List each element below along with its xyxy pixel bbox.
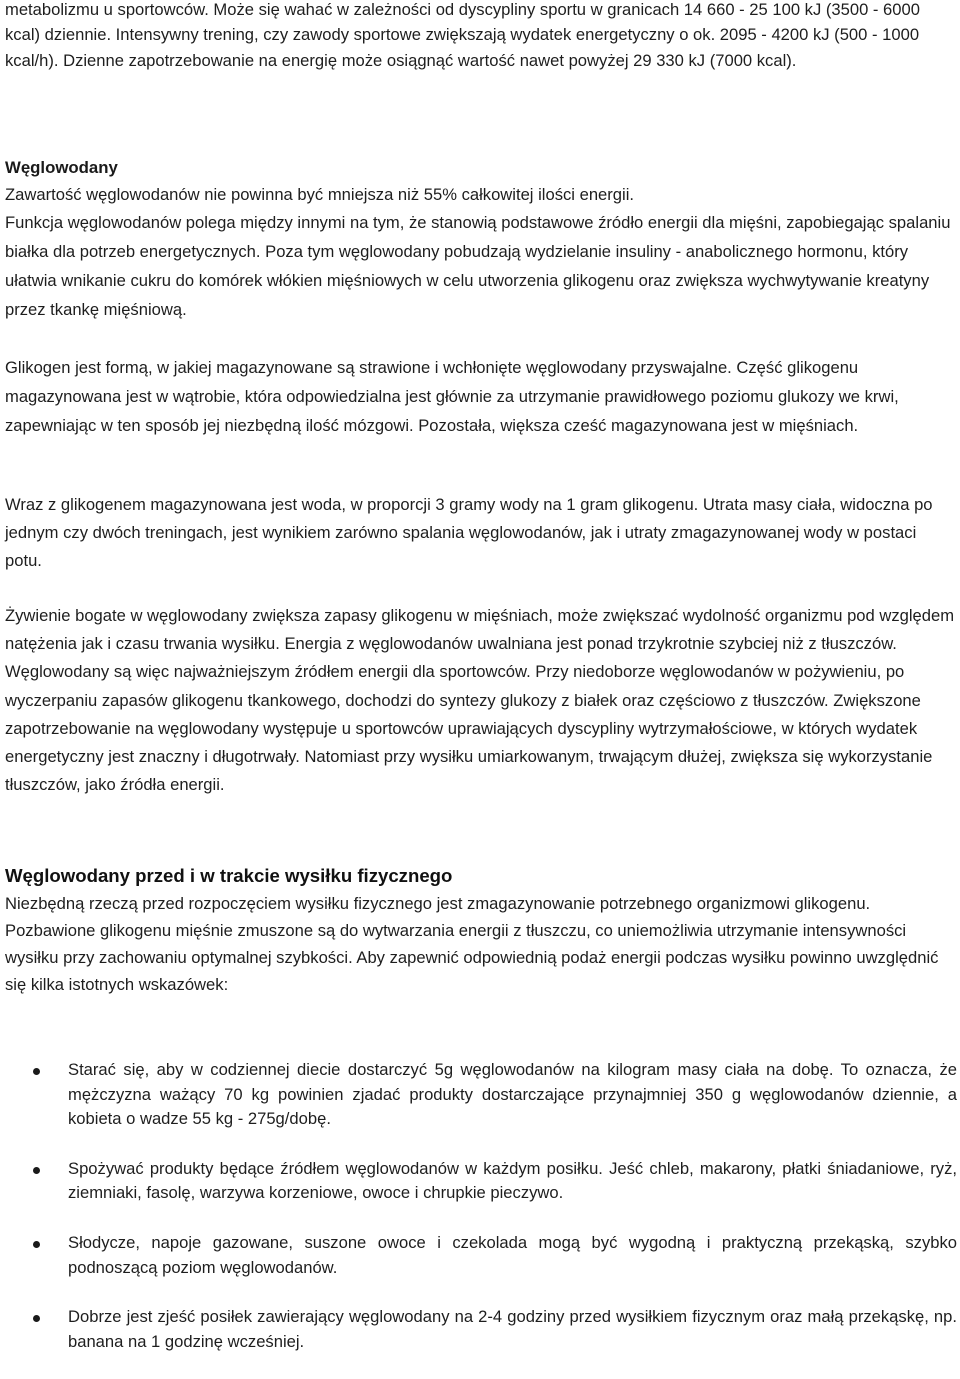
list-item-text: Starać się, aby w codziennej diecie dostarczyć 5g węglowodanów na kilogram masy ciała na dobę. To oznacza, że mężczyzna ważący 70 kg powinien zjadać produkty dostarczające przynajmniej 350 g węglowodanów dziennie, a kobieta o wadze 55 kg - 275g/dobę. — [68, 1060, 957, 1129]
exercise-heading: Węglowodany przed i w trakcie wysiłku fizycznego — [5, 865, 453, 886]
carbs-heading: Węglowodany — [5, 158, 118, 177]
carbs-para1-rest: Funkcja węglowodanów polega między innymi na tym, że stanowią podstawowe źródło energii dla mięśni, zapobiegając spalaniu białka dla potrzeb energetycznych. Poza tym węglowodany pobudzają wydzielanie insuliny - anabolicznego hormonu, który ułatwia wnikanie cukru do komórek włókien mięśniowych w celu utworzenia glikogenu oraz zwiększa wychwytywanie kreatyny przez tkankę mięśniową. — [5, 213, 951, 319]
exercise-para: Niezbędną rzeczą przed rozpoczęciem wysiłku fizycznego jest zmagazynowanie potrzebnego organizmowi glikogenu. Pozbawione glikogenu mięśnie zmuszone są do wytwarzania energii z tłuszczu, co uniemożliwia utrzymanie intensywności wysiłku przy zachowaniu optymalnej szybkości. Aby zapewnić odpowiednią podaż energii podczas wysiłku powinno uwzględnić się kilka istotnych wskazówek: — [5, 894, 939, 994]
bullet-icon — [33, 1315, 40, 1322]
bullet-icon — [33, 1241, 40, 1248]
list-item — [5, 1231, 957, 1280]
bullet-icon — [33, 1068, 40, 1075]
carbs-para2: Glikogen jest formą, w jakiej magazynowane są strawione i wchłonięte węglowodany przyswajalne. Część glikogenu magazynowana jest w wątrobie, która odpowiedzialna jest głównie za utrzymanie prawidłowego poziomu glukozy we krwi, zapewniając w ten sposób jej niezbędną ilość mózgowi. Pozostała, większa cześć magazynowana jest w mięśniach. — [5, 358, 899, 435]
bullet-icon — [33, 1167, 40, 1174]
carbs-section — [5, 154, 957, 324]
list-item-text: Słodycze, napoje gazowane, suszone owoce i czekolada mogą być wygodną i praktyczną przekąską, szybko podnoszącą poziom węglowodanów. — [68, 1232, 957, 1277]
list-item-text: Spożywać produkty będące źródłem węglowodanów w każdym posiłku. Jeść chleb, makarony, płatki śniadaniowe, ryż, ziemniaki, fasolę, warzywa korzeniowe, owoce i chrupkie pieczywo. — [68, 1158, 957, 1203]
exercise-section — [5, 862, 957, 998]
tips-list — [5, 1058, 957, 1379]
list-item — [5, 1305, 957, 1354]
water-section — [5, 491, 957, 575]
list-item-text: Dobrze jest zjeść posiłek zawierający węglowodany na 2-4 godziny przed wysiłkiem fizycznym oraz małą przekąskę, np. banana na 1 godzinę wcześniej. — [68, 1307, 957, 1351]
list-item — [5, 1157, 957, 1206]
intro-text: metabolizmu u sportowców. Może się wahać w zależności od dyscypliny sportu w granicach 14 660 - 25 100 kJ (3500 - 6000 kcal) dziennie. Intensywny trening, czy zawody sportowe zwiększają wydatek energetyczny o ok. 2095 - 4200 kJ (500 - 1000 kcal/h). Dzienne zapotrzebowanie na energię może osiągnąć wartość nawet powyżej 29 330 kJ (7000 kcal). — [5, 0, 920, 70]
carbs-para4: Żywienie bogate w węglowodany zwiększa zapasy glikogenu w mięśniach, może zwiększać wydolność organizmu pod względem natężenia jak i czasu trwania wysiłku. Energia z węglowodanów uwalniana jest ponad trzykrotnie szybciej niż z tłuszczów. Węglowodany są więc najważniejszym źródłem energii dla sportowców. Przy niedoborze węglowodanów w pożywieniu, po wyczerpaniu zapasów glikogenu tkankowego, dochodzi do syntezy glukozy z białek oraz częściowo z tłuszczów. Zwiększone zapotrzebowanie na węglowodany występuje u sportowców uprawiających dyscypliny wytrzymałościowe, w których wydatek energetyczny jest znaczny i długotrwały. Natomiast przy wysiłku umiarkowanym, trwającym dłużej, zwiększa się wykorzystanie tłuszczów, jako źródła energii. — [5, 606, 955, 795]
diet-section — [5, 602, 957, 799]
intro-paragraph — [5, 0, 957, 73]
list-item — [5, 1058, 957, 1132]
glycogen-section — [5, 353, 957, 440]
carbs-para1-line1: Zawartość węglowodanów nie powinna być mniejsza niż 55% całkowitej ilości energii. — [5, 185, 635, 204]
carbs-para3: Wraz z glikogenem magazynowana jest woda, w proporcji 3 gramy wody na 1 gram glikogenu. Utrata masy ciała, widoczna po jednym czy dwóch treningach, jest wynikiem zarówno spalania węglowodanów, jak i utraty zmagazynowanej wody w postaci potu. — [5, 495, 933, 570]
